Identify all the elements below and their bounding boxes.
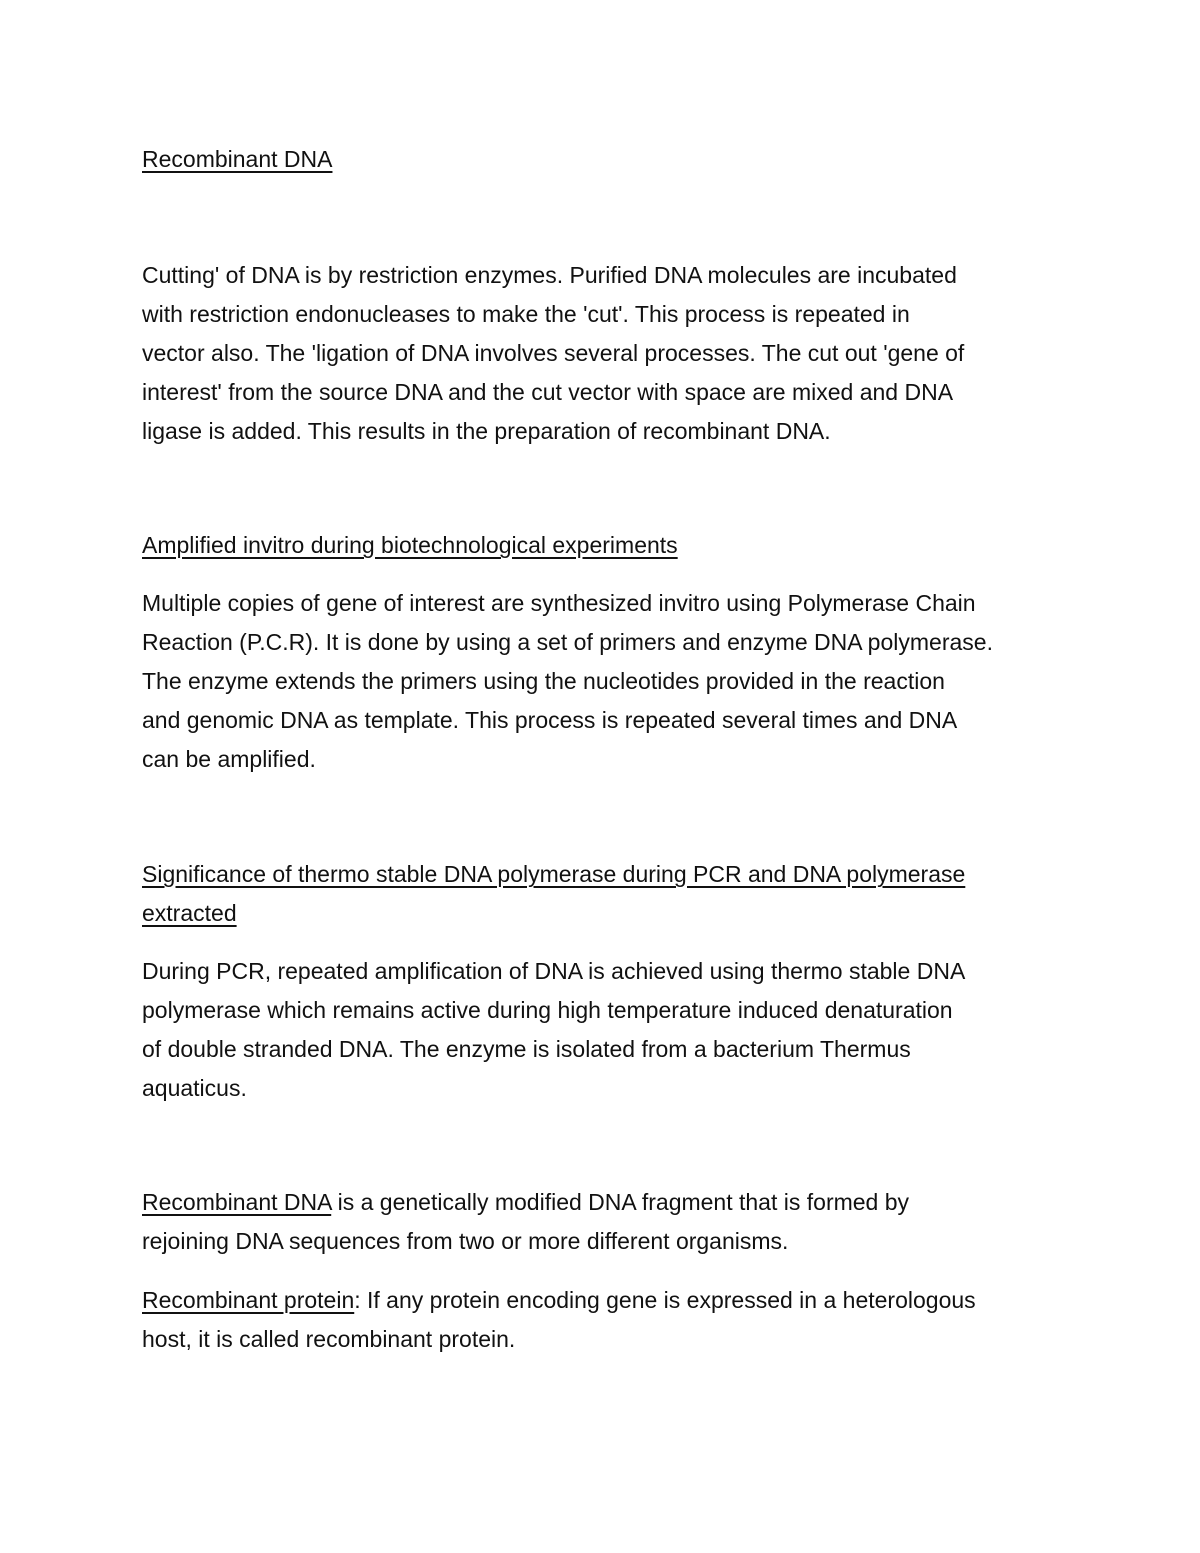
paragraph-line: Reaction (P.C.R). It is done by using a set of primers and enzyme DNA polymerase. xyxy=(142,629,993,655)
paragraph-line: polymerase which remains active during high temperature induced denaturation xyxy=(142,997,953,1023)
paragraph-line: and genomic DNA as template. This process is repeated several times and DNA xyxy=(142,707,958,733)
section-heading-recombinant-dna: Recombinant DNA xyxy=(142,146,333,172)
definition-recombinant-protein xyxy=(142,1281,1072,1359)
definition-first-line xyxy=(142,1183,1072,1222)
paragraph-line: ligase is added. This results in the preparation of recombinant DNA. xyxy=(142,418,831,444)
definition-recombinant-dna xyxy=(142,1183,1072,1261)
definition-term: Recombinant DNA xyxy=(142,1189,332,1215)
section-heading-line: extracted xyxy=(142,900,237,926)
definition-text: : If any protein encoding gene is expressed in a heterologous xyxy=(354,1287,976,1313)
definition-second-line: rejoining DNA sequences from two or more different organisms. xyxy=(142,1228,789,1254)
paragraph-line: aquaticus. xyxy=(142,1075,247,1101)
section-body-amplified-invitro xyxy=(142,584,1072,779)
section-heading-thermo-stable xyxy=(142,855,1072,933)
paragraph-line: During PCR, repeated amplification of DNA is achieved using thermo stable DNA xyxy=(142,958,966,984)
section-body-thermo-stable xyxy=(142,952,1072,1108)
definition-term: Recombinant protein xyxy=(142,1287,355,1313)
paragraph-line: vector also. The 'ligation of DNA involves several processes. The cut out 'gene of xyxy=(142,340,965,366)
section-body-recombinant-dna xyxy=(142,256,1072,451)
definition-text: is a genetically modified DNA fragment that is formed by xyxy=(331,1189,910,1215)
paragraph-line: interest' from the source DNA and the cut vector with space are mixed and DNA xyxy=(142,379,954,405)
paragraph-line: can be amplified. xyxy=(142,746,316,772)
definition-second-line: host, it is called recombinant protein. xyxy=(142,1326,516,1352)
definition-first-line xyxy=(142,1281,1072,1320)
paragraph-line: of double stranded DNA. The enzyme is isolated from a bacterium Thermus xyxy=(142,1036,911,1062)
paragraph-line: with restriction endonucleases to make the 'cut'. This process is repeated in xyxy=(142,301,910,327)
section-heading-line: Significance of thermo stable DNA polymerase during PCR and DNA polymerase xyxy=(142,861,966,887)
paragraph-line: The enzyme extends the primers using the nucleotides provided in the reaction xyxy=(142,668,945,694)
paragraph-line: Multiple copies of gene of interest are synthesized invitro using Polymerase Chain xyxy=(142,590,976,616)
section-heading-amplified-invitro: Amplified invitro during biotechnological experiments xyxy=(142,532,678,558)
paragraph-line: Cutting' of DNA is by restriction enzymes. Purified DNA molecules are incubated xyxy=(142,262,957,288)
